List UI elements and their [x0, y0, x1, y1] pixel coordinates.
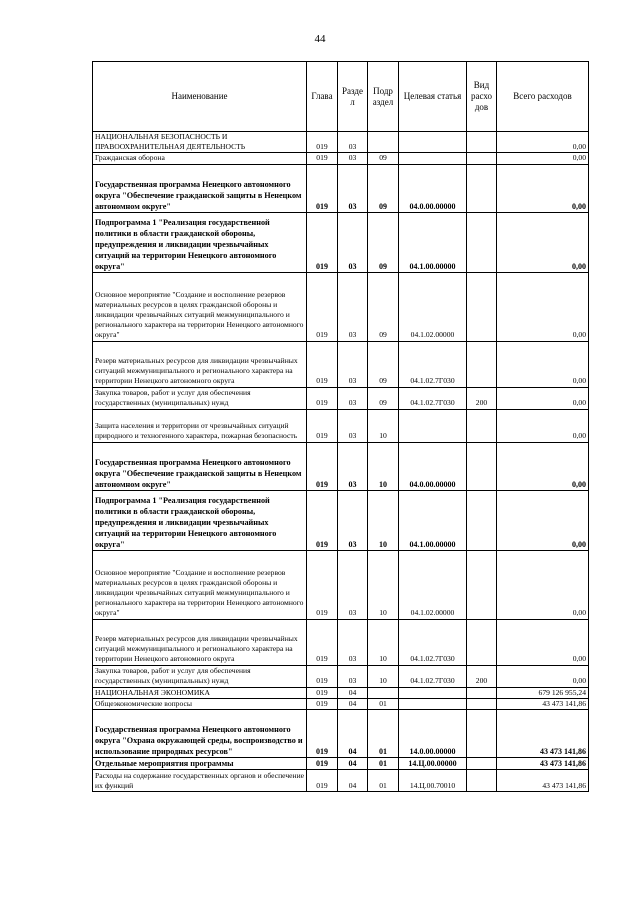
row-target: 14.0.00.00000: [399, 710, 467, 758]
row-vid: 200: [467, 387, 497, 409]
row-glava: 019: [307, 132, 338, 153]
row-target: 04.1.00.00000: [399, 212, 467, 272]
row-glava: 019: [307, 387, 338, 409]
row-total: 43 473 141,86: [497, 770, 589, 792]
row-total: 0,00: [497, 132, 589, 153]
row-razdel: 03: [338, 409, 368, 442]
row-total: 679 126 955,24: [497, 687, 589, 698]
table-row: [93, 387, 589, 409]
row-total: 0,00: [497, 490, 589, 550]
row-razdel: 03: [338, 490, 368, 550]
row-razdel: 03: [338, 212, 368, 272]
table-row: [93, 409, 589, 442]
row-total: 0,00: [497, 550, 589, 619]
row-name: Общеэкономические вопросы: [93, 698, 307, 709]
header-name: Наименование: [93, 62, 307, 132]
row-name: Резерв материальных ресурсов для ликвидации чрезвычайных ситуаций межмуниципального и регионального характера на территории Ненецкого автономного округа: [93, 341, 307, 387]
row-glava: 019: [307, 272, 338, 341]
table-row: [93, 272, 589, 341]
row-razdel: 03: [338, 550, 368, 619]
row-target: 04.1.00.00000: [399, 490, 467, 550]
row-glava: 019: [307, 758, 338, 770]
row-podrazdel: 10: [368, 665, 399, 687]
row-name: НАЦИОНАЛЬНАЯ ЭКОНОМИКА: [93, 687, 307, 698]
row-name: Государственная программа Ненецкого автономного округа "Охрана окружающей среды, воспроизводство и использование природных ресурсов": [93, 710, 307, 758]
row-podrazdel: 01: [368, 698, 399, 709]
row-razdel: 04: [338, 758, 368, 770]
row-podrazdel: 10: [368, 490, 399, 550]
row-glava: 019: [307, 698, 338, 709]
row-glava: 019: [307, 212, 338, 272]
row-vid: [467, 710, 497, 758]
table-row: [93, 770, 589, 792]
row-podrazdel: 01: [368, 710, 399, 758]
row-total: 0,00: [497, 619, 589, 665]
row-glava: 019: [307, 550, 338, 619]
row-name: Основное мероприятие "Создание и восполнение резервов материальных ресурсов в целях гражданской обороны и ликвидации чрезвычайных ситуаций межмуниципального и регионального характера на территории Ненецкого автономного округа": [93, 272, 307, 341]
row-target: [399, 153, 467, 164]
row-vid: [467, 409, 497, 442]
row-podrazdel: [368, 132, 399, 153]
row-name: Закупка товаров, работ и услуг для обеспечения государственных (муниципальных) нужд: [93, 387, 307, 409]
row-glava: 019: [307, 409, 338, 442]
row-glava: 019: [307, 153, 338, 164]
row-glava: 019: [307, 770, 338, 792]
table-row: [93, 212, 589, 272]
table-header-row: [93, 62, 589, 132]
row-podrazdel: 09: [368, 387, 399, 409]
row-podrazdel: [368, 687, 399, 698]
row-vid: [467, 212, 497, 272]
row-name: Закупка товаров, работ и услуг для обеспечения государственных (муниципальных) нужд: [93, 665, 307, 687]
row-name: Расходы на содержание государственных органов и обеспечение их функций: [93, 770, 307, 792]
row-name: Государственная программа Ненецкого автономного округа "Обеспечение гражданской защиты в Ненецком автономном округе": [93, 442, 307, 490]
page-number: 44: [314, 33, 326, 45]
row-target: 04.1.02.7Г030: [399, 665, 467, 687]
row-total: 0,00: [497, 272, 589, 341]
row-glava: 019: [307, 665, 338, 687]
row-glava: 019: [307, 490, 338, 550]
row-target: [399, 687, 467, 698]
row-total: 0,00: [497, 387, 589, 409]
row-name: Подпрограмма 1 "Реализация государственной политики в области гражданской обороны, предупреждения и ликвидации чрезвычайных ситуаций на территории Ненецкого автономного округа": [93, 490, 307, 550]
row-glava: 019: [307, 710, 338, 758]
row-target: 04.1.02.00000: [399, 550, 467, 619]
table-row: [93, 550, 589, 619]
row-vid: [467, 153, 497, 164]
row-razdel: 03: [338, 442, 368, 490]
row-target: [399, 132, 467, 153]
row-total: 0,00: [497, 164, 589, 212]
row-razdel: 03: [338, 619, 368, 665]
table-row: [93, 153, 589, 164]
table-row: [93, 619, 589, 665]
row-razdel: 04: [338, 687, 368, 698]
row-total: 43 473 141,86: [497, 758, 589, 770]
table-row: [93, 132, 589, 153]
row-total: 0,00: [497, 212, 589, 272]
row-total: 0,00: [497, 341, 589, 387]
row-vid: [467, 758, 497, 770]
row-glava: 019: [307, 442, 338, 490]
row-name: Резерв материальных ресурсов для ликвидации чрезвычайных ситуаций межмуниципального и регионального характера на территории Ненецкого автономного округа: [93, 619, 307, 665]
row-razdel: 03: [338, 272, 368, 341]
table-row: [93, 698, 589, 709]
row-vid: [467, 164, 497, 212]
row-vid: [467, 272, 497, 341]
row-razdel: 03: [338, 132, 368, 153]
budget-table: [92, 61, 589, 792]
row-podrazdel: 10: [368, 619, 399, 665]
row-target: 14.Ц.00.00000: [399, 758, 467, 770]
row-target: 04.1.02.7Г030: [399, 387, 467, 409]
row-target: 04.1.02.7Г030: [399, 619, 467, 665]
header-podrazdel: Подр аздел: [368, 62, 399, 132]
table-row: [93, 341, 589, 387]
row-name: Подпрограмма 1 "Реализация государственной политики в области гражданской обороны, предупреждения и ликвидации чрезвычайных ситуаций на территории Ненецкого автономного округа": [93, 212, 307, 272]
row-target: 04.1.02.00000: [399, 272, 467, 341]
row-total: 43 473 141,86: [497, 710, 589, 758]
row-razdel: 03: [338, 341, 368, 387]
row-razdel: 03: [338, 665, 368, 687]
row-target: [399, 409, 467, 442]
row-podrazdel: 10: [368, 442, 399, 490]
table-row: [93, 164, 589, 212]
row-glava: 019: [307, 164, 338, 212]
row-podrazdel: 09: [368, 164, 399, 212]
row-glava: 019: [307, 341, 338, 387]
row-podrazdel: 09: [368, 153, 399, 164]
row-total: 43 473 141,86: [497, 698, 589, 709]
row-name: Основное мероприятие "Создание и восполнение резервов материальных ресурсов в целях гражданской обороны и ликвидации чрезвычайных ситуаций межмуниципального и регионального характера на территории Ненецкого автономного округа": [93, 550, 307, 619]
header-glava: Глава: [307, 62, 338, 132]
row-razdel: 04: [338, 770, 368, 792]
row-razdel: 03: [338, 153, 368, 164]
table-row: [93, 687, 589, 698]
row-vid: [467, 341, 497, 387]
row-podrazdel: 01: [368, 770, 399, 792]
row-podrazdel: 09: [368, 341, 399, 387]
header-vid: Вид расхо дов: [467, 62, 497, 132]
table-row: [93, 665, 589, 687]
row-razdel: 03: [338, 164, 368, 212]
row-vid: [467, 619, 497, 665]
row-podrazdel: 01: [368, 758, 399, 770]
row-vid: [467, 698, 497, 709]
row-target: [399, 698, 467, 709]
row-target: 14.Ц.00.70010: [399, 770, 467, 792]
row-total: 0,00: [497, 153, 589, 164]
row-vid: [467, 442, 497, 490]
row-razdel: 03: [338, 387, 368, 409]
row-razdel: 04: [338, 710, 368, 758]
row-target: 04.0.00.00000: [399, 164, 467, 212]
table-row: [93, 710, 589, 758]
row-vid: [467, 132, 497, 153]
header-target: Целевая статья: [399, 62, 467, 132]
row-name: Гражданская оборона: [93, 153, 307, 164]
row-vid: [467, 550, 497, 619]
header-razdel: Разде л: [338, 62, 368, 132]
row-vid: [467, 490, 497, 550]
row-vid: [467, 687, 497, 698]
row-name: Защита населения и территории от чрезвычайных ситуаций природного и техногенного характера, пожарная безопасность: [93, 409, 307, 442]
row-name: Государственная программа Ненецкого автономного округа "Обеспечение гражданской защиты в Ненецком автономном округе": [93, 164, 307, 212]
row-total: 0,00: [497, 442, 589, 490]
header-total: Всего расходов: [497, 62, 589, 132]
row-podrazdel: 10: [368, 409, 399, 442]
row-glava: 019: [307, 687, 338, 698]
row-razdel: 04: [338, 698, 368, 709]
row-target: 04.1.02.7Г030: [399, 341, 467, 387]
row-total: 0,00: [497, 409, 589, 442]
table-row: [93, 442, 589, 490]
row-name: НАЦИОНАЛЬНАЯ БЕЗОПАСНОСТЬ И ПРАВООХРАНИТЕЛЬНАЯ ДЕЯТЕЛЬНОСТЬ: [93, 132, 307, 153]
row-target: 04.0.00.00000: [399, 442, 467, 490]
row-vid: [467, 770, 497, 792]
row-vid: 200: [467, 665, 497, 687]
table-body: [93, 132, 589, 792]
row-podrazdel: 09: [368, 272, 399, 341]
row-glava: 019: [307, 619, 338, 665]
row-total: 0,00: [497, 665, 589, 687]
table-row: [93, 758, 589, 770]
row-name: Отдельные мероприятия программы: [93, 758, 307, 770]
row-podrazdel: 09: [368, 212, 399, 272]
table-row: [93, 490, 589, 550]
row-podrazdel: 10: [368, 550, 399, 619]
